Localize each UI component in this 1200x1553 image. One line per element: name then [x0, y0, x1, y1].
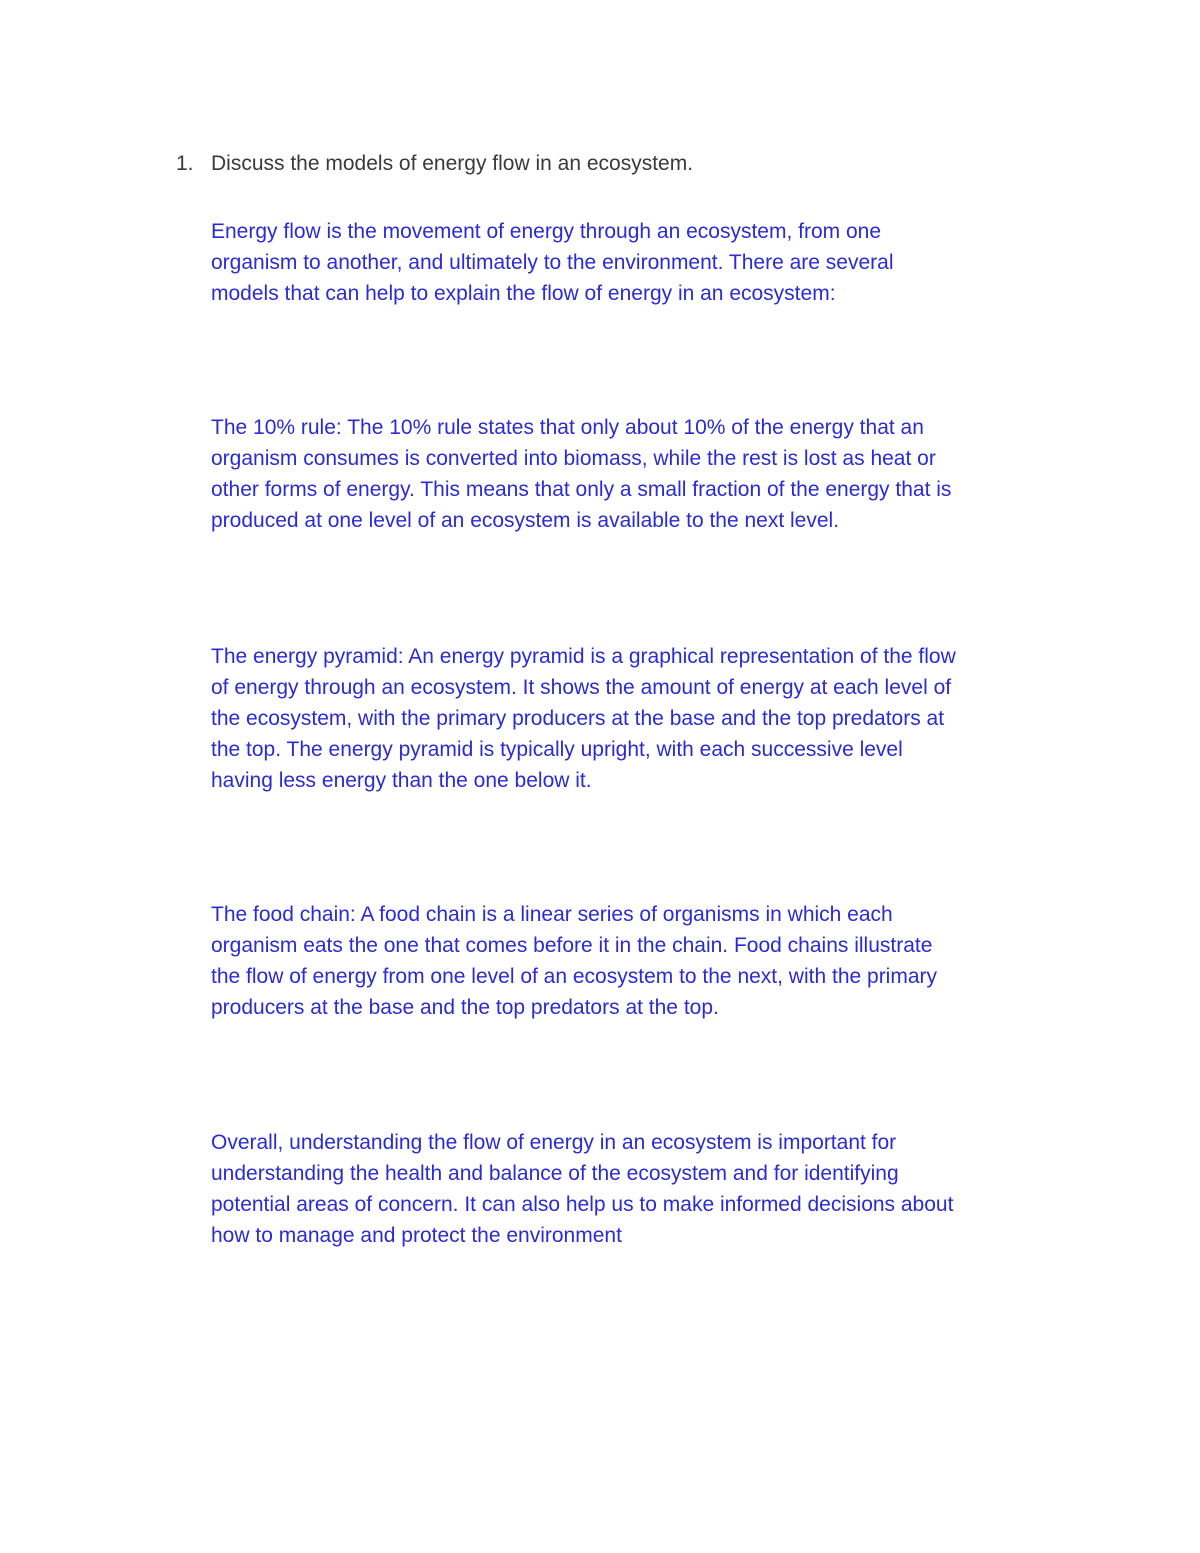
paragraph-line: Energy flow is the movement of energy through an ecosystem, from one [211, 220, 882, 243]
paragraph-line: the flow of energy from one level of an ecosystem to the next, with the primary [211, 965, 938, 988]
paragraph-line: The 10% rule: The 10% rule states that only about 10% of the energy that an [211, 416, 924, 439]
paragraph-line: other forms of energy. This means that only a small fraction of the energy that is [211, 478, 952, 501]
answer-paragraph-ten-percent-rule [211, 412, 1071, 536]
paragraph-line: The food chain: A food chain is a linear series of organisms in which each [211, 903, 893, 926]
paragraph-line: the top. The energy pyramid is typically upright, with each successive level [211, 738, 903, 761]
question-number: 1. [176, 152, 194, 175]
paragraph-line: potential areas of concern. It can also help us to make informed decisions about [211, 1193, 954, 1216]
paragraph-line: Overall, understanding the flow of energy in an ecosystem is important for [211, 1131, 897, 1154]
paragraph-line: the ecosystem, with the primary producers at the base and the top predators at [211, 707, 945, 730]
paragraph-line: organism eats the one that comes before it in the chain. Food chains illustrate [211, 934, 933, 957]
paragraph-line: organism to another, and ultimately to the environment. There are several [211, 251, 894, 274]
paragraph-line: of energy through an ecosystem. It shows the amount of energy at each level of [211, 676, 952, 699]
answer-paragraph-energy-pyramid [211, 641, 1071, 796]
answer-paragraph-intro [211, 216, 1071, 309]
paragraph-line: produced at one level of an ecosystem is available to the next level. [211, 509, 840, 532]
paragraph-line: models that can help to explain the flow of energy in an ecosystem: [211, 282, 836, 305]
paragraph-line: organism consumes is converted into biomass, while the rest is lost as heat or [211, 447, 936, 470]
answer-paragraph-food-chain [211, 899, 1071, 1023]
paragraph-line: how to manage and protect the environment [211, 1224, 622, 1247]
answer-paragraph-conclusion [211, 1127, 1071, 1251]
paragraph-line: The energy pyramid: An energy pyramid is a graphical representation of the flow [211, 645, 956, 668]
paragraph-line: understanding the health and balance of the ecosystem and for identifying [211, 1162, 899, 1185]
paragraph-line: having less energy than the one below it. [211, 769, 592, 792]
question-item [176, 148, 693, 179]
question-text: Discuss the models of energy flow in an ecosystem. [211, 152, 694, 175]
paragraph-line: producers at the base and the top predators at the top. [211, 996, 719, 1019]
